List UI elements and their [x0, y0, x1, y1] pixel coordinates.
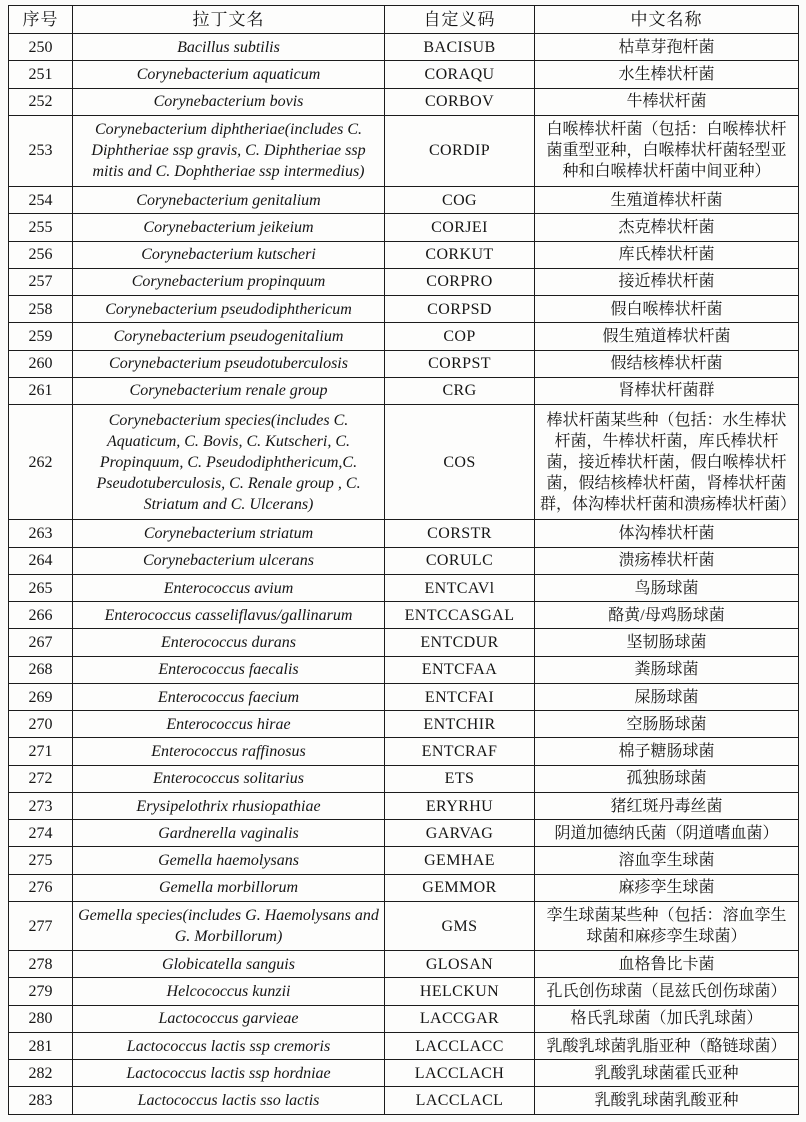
- cell-custom-code: ENTCRAF: [385, 738, 535, 765]
- cell-serial-number: 278: [9, 951, 73, 978]
- cell-custom-code: CRG: [385, 377, 535, 404]
- table-row: [9, 241, 799, 268]
- table-row: [9, 1060, 799, 1087]
- table-row: [9, 951, 799, 978]
- table-row: [9, 520, 799, 547]
- cell-latin-name: Enterococcus faecalis: [73, 656, 385, 683]
- cell-latin-name: Lactococcus lactis ssp cremoris: [73, 1032, 385, 1059]
- cell-chinese-name: 坚韧肠球菌: [535, 629, 799, 656]
- cell-serial-number: 263: [9, 520, 73, 547]
- column-header-latin-name: 拉丁文名: [73, 6, 385, 34]
- cell-custom-code: CORBOV: [385, 88, 535, 115]
- table-row: [9, 629, 799, 656]
- table-row: [9, 978, 799, 1005]
- cell-latin-name: Enterococcus casseliflavus/gallinarum: [73, 602, 385, 629]
- cell-serial-number: 269: [9, 683, 73, 710]
- cell-latin-name: Helcococcus kunzii: [73, 978, 385, 1005]
- cell-chinese-name: 乳酸乳球菌乳脂亚种（酪链球菌）: [535, 1032, 799, 1059]
- cell-serial-number: 255: [9, 214, 73, 241]
- table-row: [9, 350, 799, 377]
- cell-chinese-name: 肾棒状杆菌群: [535, 377, 799, 404]
- cell-latin-name: Corynebacterium jeikeium: [73, 214, 385, 241]
- cell-serial-number: 277: [9, 901, 73, 950]
- table-row: [9, 323, 799, 350]
- cell-latin-name: Corynebacterium renale group: [73, 377, 385, 404]
- cell-custom-code: BACISUB: [385, 34, 535, 61]
- cell-custom-code: COG: [385, 187, 535, 214]
- cell-chinese-name: 阴道加德纳氏菌（阴道嗜血菌）: [535, 820, 799, 847]
- cell-chinese-name: 假生殖道棒状杆菌: [535, 323, 799, 350]
- cell-latin-name: Enterococcus faecium: [73, 683, 385, 710]
- column-header-custom-code: 自定义码: [385, 6, 535, 34]
- cell-custom-code: ENTCCASGAL: [385, 602, 535, 629]
- cell-chinese-name: 杰克棒状杆菌: [535, 214, 799, 241]
- cell-chinese-name: 生殖道棒状杆菌: [535, 187, 799, 214]
- table-row: [9, 1005, 799, 1032]
- cell-latin-name: Gemella morbillorum: [73, 874, 385, 901]
- cell-latin-name: Globicatella sanguis: [73, 951, 385, 978]
- cell-serial-number: 271: [9, 738, 73, 765]
- header-row: [9, 6, 799, 34]
- bacteria-table: [8, 5, 799, 1115]
- cell-custom-code: LACCGAR: [385, 1005, 535, 1032]
- cell-chinese-name: 体沟棒状杆菌: [535, 520, 799, 547]
- cell-serial-number: 280: [9, 1005, 73, 1032]
- cell-custom-code: CORAQU: [385, 61, 535, 88]
- cell-custom-code: ENTCAVl: [385, 574, 535, 601]
- cell-custom-code: ENTCFAI: [385, 683, 535, 710]
- cell-custom-code: CORSTR: [385, 520, 535, 547]
- cell-chinese-name: 孪生球菌某些种（包括：溶血孪生球菌和麻疹孪生球菌）: [535, 901, 799, 950]
- cell-custom-code: LACCLACL: [385, 1087, 535, 1115]
- cell-serial-number: 276: [9, 874, 73, 901]
- cell-latin-name: Erysipelothrix rhusiopathiae: [73, 792, 385, 819]
- cell-custom-code: GMS: [385, 901, 535, 950]
- cell-chinese-name: 鸟肠球菌: [535, 574, 799, 601]
- cell-chinese-name: 血格鲁比卡菌: [535, 951, 799, 978]
- table-row: [9, 377, 799, 404]
- cell-custom-code: COP: [385, 323, 535, 350]
- cell-serial-number: 250: [9, 34, 73, 61]
- table-row: [9, 874, 799, 901]
- cell-custom-code: GEMMOR: [385, 874, 535, 901]
- cell-serial-number: 260: [9, 350, 73, 377]
- cell-serial-number: 252: [9, 88, 73, 115]
- table-row: [9, 268, 799, 295]
- cell-chinese-name: 接近棒状杆菌: [535, 268, 799, 295]
- cell-custom-code: CORPRO: [385, 268, 535, 295]
- column-header-serial-number: 序号: [9, 6, 73, 34]
- cell-chinese-name: 棉子糖肠球菌: [535, 738, 799, 765]
- cell-latin-name: Corynebacterium genitalium: [73, 187, 385, 214]
- cell-custom-code: LACCLACC: [385, 1032, 535, 1059]
- cell-custom-code: ETS: [385, 765, 535, 792]
- cell-latin-name: Enterococcus avium: [73, 574, 385, 601]
- cell-chinese-name: 棒状杆菌某些种（包括：水生棒状杆菌，牛棒状杆菌，库氏棒状杆菌，接近棒状杆菌，假白喉棒状杆菌，假结核棒状杆菌，肾棒状杆菌群，体沟棒状杆菌和溃疡棒状杆菌）: [535, 405, 799, 520]
- cell-custom-code: CORULC: [385, 547, 535, 574]
- cell-chinese-name: 格氏乳球菌（加氏乳球菌）: [535, 1005, 799, 1032]
- cell-custom-code: CORPSD: [385, 296, 535, 323]
- cell-serial-number: 270: [9, 711, 73, 738]
- table-row: [9, 88, 799, 115]
- table-row: [9, 738, 799, 765]
- cell-chinese-name: 乳酸乳球菌乳酸亚种: [535, 1087, 799, 1115]
- cell-latin-name: Corynebacterium propinquum: [73, 268, 385, 295]
- table-row: [9, 547, 799, 574]
- cell-latin-name: Enterococcus solitarius: [73, 765, 385, 792]
- cell-latin-name: Gemella haemolysans: [73, 847, 385, 874]
- cell-chinese-name: 溃疡棒状杆菌: [535, 547, 799, 574]
- table-row: [9, 574, 799, 601]
- cell-custom-code: CORKUT: [385, 241, 535, 268]
- cell-chinese-name: 粪肠球菌: [535, 656, 799, 683]
- cell-serial-number: 259: [9, 323, 73, 350]
- cell-latin-name: Corynebacterium species(includes C. Aquaticum, C. Bovis, C. Kutscheri, C. Propinquum, C. Pseudodiphthericum,C. Pseudotuberculosis, C. Renale group , C. Striatum and C. Ulcerans): [73, 405, 385, 520]
- cell-serial-number: 282: [9, 1060, 73, 1087]
- table-row: [9, 901, 799, 950]
- cell-chinese-name: 猪红斑丹毒丝菌: [535, 792, 799, 819]
- table-row: [9, 405, 799, 520]
- table-row: [9, 1032, 799, 1059]
- cell-serial-number: 265: [9, 574, 73, 601]
- cell-latin-name: Corynebacterium diphtheriae(includes C. Diphtheriae ssp gravis, C. Diphtheriae ssp mitis and C. Dophtheriae ssp intermedius): [73, 115, 385, 186]
- table-row: [9, 683, 799, 710]
- cell-custom-code: LACCLACH: [385, 1060, 535, 1087]
- table-row: [9, 296, 799, 323]
- table-row: [9, 61, 799, 88]
- cell-latin-name: Corynebacterium aquaticum: [73, 61, 385, 88]
- cell-chinese-name: 孤独肠球菌: [535, 765, 799, 792]
- cell-chinese-name: 孔氏创伤球菌（昆兹氏创伤球菌）: [535, 978, 799, 1005]
- cell-custom-code: GARVAG: [385, 820, 535, 847]
- cell-latin-name: Gardnerella vaginalis: [73, 820, 385, 847]
- cell-custom-code: CORJEI: [385, 214, 535, 241]
- table-row: [9, 656, 799, 683]
- cell-serial-number: 258: [9, 296, 73, 323]
- cell-chinese-name: 库氏棒状杆菌: [535, 241, 799, 268]
- cell-latin-name: Gemella species(includes G. Haemolysans and G. Morbillorum): [73, 901, 385, 950]
- cell-chinese-name: 空肠肠球菌: [535, 711, 799, 738]
- table-row: [9, 792, 799, 819]
- cell-serial-number: 266: [9, 602, 73, 629]
- cell-latin-name: Corynebacterium ulcerans: [73, 547, 385, 574]
- cell-latin-name: Corynebacterium kutscheri: [73, 241, 385, 268]
- cell-serial-number: 275: [9, 847, 73, 874]
- cell-custom-code: ENTCFAA: [385, 656, 535, 683]
- cell-latin-name: Lactococcus garvieae: [73, 1005, 385, 1032]
- cell-custom-code: ERYRHU: [385, 792, 535, 819]
- cell-serial-number: 264: [9, 547, 73, 574]
- cell-latin-name: Lactococcus lactis ssp hordniae: [73, 1060, 385, 1087]
- cell-latin-name: Corynebacterium pseudotuberculosis: [73, 350, 385, 377]
- cell-chinese-name: 酪黄/母鸡肠球菌: [535, 602, 799, 629]
- cell-chinese-name: 屎肠球菌: [535, 683, 799, 710]
- table-row: [9, 115, 799, 186]
- cell-latin-name: Enterococcus raffinosus: [73, 738, 385, 765]
- cell-custom-code: GLOSAN: [385, 951, 535, 978]
- cell-serial-number: 279: [9, 978, 73, 1005]
- cell-chinese-name: 牛棒状杆菌: [535, 88, 799, 115]
- cell-latin-name: Enterococcus durans: [73, 629, 385, 656]
- cell-chinese-name: 乳酸乳球菌霍氏亚种: [535, 1060, 799, 1087]
- cell-custom-code: CORDIP: [385, 115, 535, 186]
- cell-latin-name: Corynebacterium pseudodiphthericum: [73, 296, 385, 323]
- cell-serial-number: 251: [9, 61, 73, 88]
- cell-custom-code: HELCKUN: [385, 978, 535, 1005]
- cell-custom-code: ENTCHIR: [385, 711, 535, 738]
- cell-chinese-name: 假结核棒状杆菌: [535, 350, 799, 377]
- table-row: [9, 847, 799, 874]
- cell-latin-name: Corynebacterium bovis: [73, 88, 385, 115]
- cell-serial-number: 268: [9, 656, 73, 683]
- cell-latin-name: Lactococcus lactis sso lactis: [73, 1087, 385, 1115]
- table-row: [9, 602, 799, 629]
- table-row: [9, 1087, 799, 1115]
- cell-serial-number: 261: [9, 377, 73, 404]
- cell-serial-number: 256: [9, 241, 73, 268]
- column-header-chinese-name: 中文名称: [535, 6, 799, 34]
- cell-chinese-name: 溶血孪生球菌: [535, 847, 799, 874]
- table-row: [9, 187, 799, 214]
- table-row: [9, 214, 799, 241]
- cell-latin-name: Bacillus subtilis: [73, 34, 385, 61]
- cell-custom-code: CORPST: [385, 350, 535, 377]
- cell-serial-number: 273: [9, 792, 73, 819]
- cell-latin-name: Corynebacterium pseudogenitalium: [73, 323, 385, 350]
- cell-serial-number: 262: [9, 405, 73, 520]
- cell-custom-code: ENTCDUR: [385, 629, 535, 656]
- cell-serial-number: 272: [9, 765, 73, 792]
- table-row: [9, 711, 799, 738]
- cell-serial-number: 253: [9, 115, 73, 186]
- cell-custom-code: GEMHAE: [385, 847, 535, 874]
- cell-serial-number: 274: [9, 820, 73, 847]
- cell-chinese-name: 枯草芽孢杆菌: [535, 34, 799, 61]
- cell-chinese-name: 假白喉棒状杆菌: [535, 296, 799, 323]
- table-row: [9, 820, 799, 847]
- cell-custom-code: COS: [385, 405, 535, 520]
- cell-serial-number: 283: [9, 1087, 73, 1115]
- cell-chinese-name: 麻疹孪生球菌: [535, 874, 799, 901]
- cell-serial-number: 267: [9, 629, 73, 656]
- cell-serial-number: 257: [9, 268, 73, 295]
- cell-serial-number: 254: [9, 187, 73, 214]
- table-row: [9, 765, 799, 792]
- cell-latin-name: Corynebacterium striatum: [73, 520, 385, 547]
- cell-serial-number: 281: [9, 1032, 73, 1059]
- cell-latin-name: Enterococcus hirae: [73, 711, 385, 738]
- cell-chinese-name: 水生棒状杆菌: [535, 61, 799, 88]
- cell-chinese-name: 白喉棒状杆菌（包括：白喉棒状杆菌重型亚种，白喉棒状杆菌轻型亚种和白喉棒状杆菌中间亚种）: [535, 115, 799, 186]
- table-row: [9, 34, 799, 61]
